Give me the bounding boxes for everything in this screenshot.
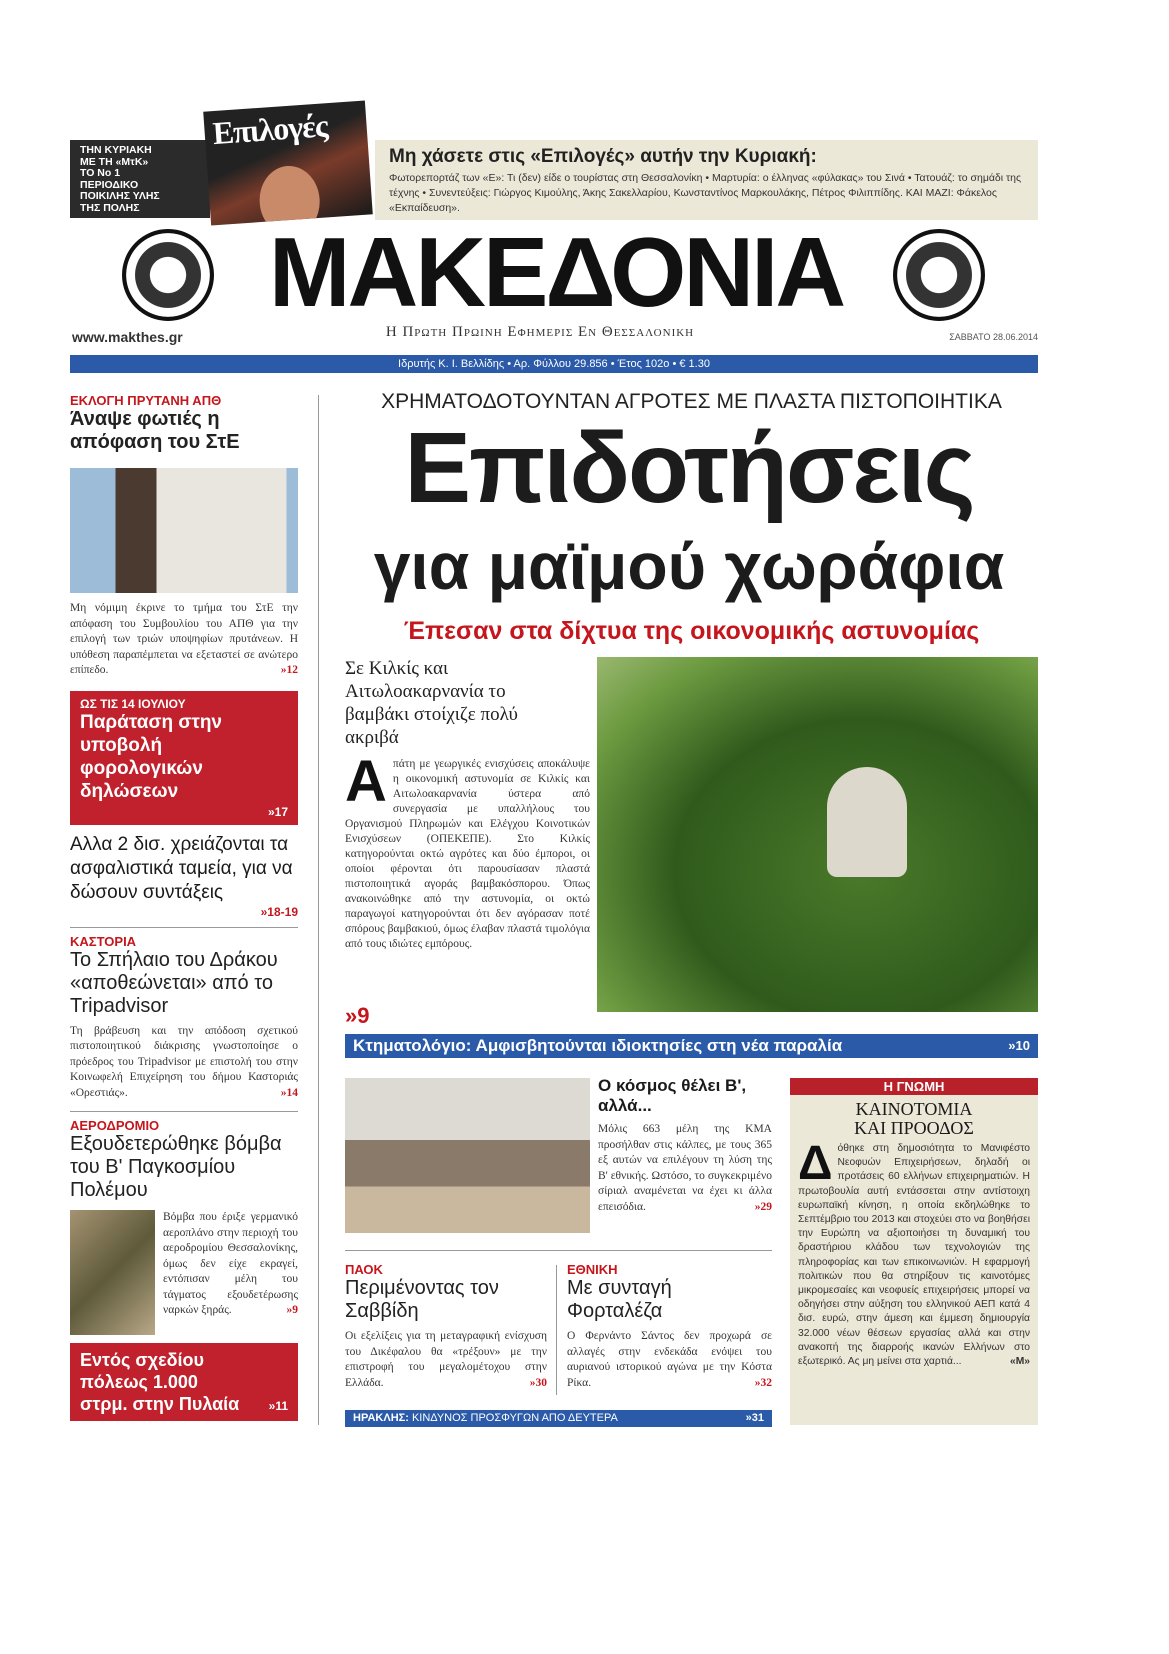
- opinion-header: Η ΓΝΩΜΗ: [790, 1078, 1038, 1095]
- main-body: Απάτη με γεωργικές ενισχύσεις αποκάλυψε η οικονομική αστυνομία σε Κιλκίς και Αιτωλοακαρνανία ύστερα από συνεργασία με υπαλλήλους του Οργανισμού Πληρωμών και Ελέγχου Κοινοτικών Ενισχύσεων (ΟΠΕΚΕΠΕ). Στο Κιλκίς κατηγορούνται οκτώ αγρότες και δύο έμποροι, οι οποίοι φέρονται ότι παρουσίασαν πλαστά πιστοποιητικά αγοράς βαμβακόσπορου. Όπως ανακοινώθηκε από την αστυνομία, οι οκτώ παραγωγοί κατηγορούνται ότι δεν αγόρασαν ποτέ σπόρους βαμβακιού, όμως έλαβαν πλαστά τιμολόγια από τους ιδιώτες εμπόρους.: [345, 749, 590, 950]
- cotton-field-photo: [597, 657, 1038, 1012]
- story-body: Ο Φερνάντο Σάντος δεν προχωρά σε αλλαγές στην ενδεκάδα ενόψει του αυριανού ιστορικού αγώνα με την Κόστα Ρίκα. »32: [567, 1329, 772, 1391]
- main-page-ref[interactable]: »9: [345, 1003, 370, 1028]
- headline: Εντός σχεδίου πόλεως 1.000 στρμ. στην Πυλαία: [80, 1350, 240, 1414]
- page-ref[interactable]: »12: [280, 664, 298, 676]
- story-body: Μη νόμιμη έκρινε το τμήμα του ΣτΕ την απόφαση του Συμβουλίου του ΑΠΘ για την επιλογή των τριών υποψηφίων πρυτάνεων. Η υπόθεση παραπέμπεται να εξεταστεί σε ανώτερο επίπεδο. »12: [70, 601, 298, 679]
- column-divider: [318, 395, 319, 1425]
- story-pylaia[interactable]: [70, 1343, 298, 1421]
- info-bar: Ιδρυτής Κ. Ι. Βελλίδης • Αρ. Φύλλου 29.856 • Έτος 102ο • € 1.30: [70, 355, 1038, 373]
- divider: [70, 927, 298, 928]
- story-body: Οι εξελίξεις για τη μεταγραφική ενίσχυση του Δικέφαλου θα «τρέξουν» με την επιστροφή του μεγαλομέτοχου στην Ελλάδα. »30: [345, 1329, 547, 1391]
- main-kicker: ΧΡΗΜΑΤΟΔΟΤΟΥΝΤΑΝ ΑΓΡΟΤΕΣ ΜΕ ΠΛΑΣΤΑ ΠΙΣΤΟΠΟΙΗΤΙΚΑ: [381, 390, 1002, 413]
- story-tax-extension[interactable]: [70, 691, 298, 825]
- story-paok[interactable]: [345, 1262, 547, 1391]
- page-ref[interactable]: »14: [280, 1086, 298, 1099]
- story-body: Τη βράβευση και την απόδοση σχετικού πιστοποιητικού διάκρισης γνωστοποίησε ο πρόεδρος του Tripadvisor με επιστολή του στην Κοινωφελή Επιχείρηση του δήμου Καστοριάς «Ορεστιάς». »14: [70, 1024, 298, 1102]
- cover-face: [257, 164, 322, 226]
- kicker: ΚΑΣΤΟΡΙΑ: [70, 933, 137, 949]
- promo-sunday-box: [70, 140, 210, 218]
- drop-cap: Δ: [798, 1137, 833, 1190]
- issue-date: ΣΑΒΒΑΤΟ 28.06.2014: [949, 332, 1038, 342]
- promo-box[interactable]: [375, 140, 1038, 220]
- alexander-logo-right: [893, 229, 985, 321]
- kicker: ΕΘΝΙΚΗ: [567, 1262, 618, 1277]
- opinion-title: ΚΑΙΝΟΤΟΜΙΑ ΚΑΙ ΠΡΟΟΔΟΣ: [854, 1099, 974, 1138]
- headline: Παράταση στην υποβολή φορολογικών δηλώσεων: [80, 711, 222, 802]
- website-link[interactable]: www.makthes.gr: [72, 329, 183, 345]
- newspaper-title[interactable]: ΜΑΚΕΔΟΝΙΑ: [268, 222, 844, 322]
- bar-text: ΚΙΝΔΥΝΟΣ ΠΡΟΣΦΥΓΩΝ ΑΠΟ ΔΕΥΤΕΡΑ: [411, 1412, 618, 1424]
- page-ref[interactable]: »17: [267, 804, 288, 819]
- voting-photo: [345, 1078, 590, 1233]
- magazine-logo: Επιλογές: [211, 107, 329, 152]
- page-ref[interactable]: »32: [754, 1376, 772, 1389]
- page-ref[interactable]: »10: [1008, 1038, 1030, 1053]
- divider: [345, 1250, 772, 1251]
- headline[interactable]: Άναψε φωτιές η απόφαση του ΣτΕ: [70, 408, 240, 453]
- story-body: Μόλις 663 μέλη της ΚΜΑ προσήλθαν στις κάλπες, με τους 365 εξ αυτών να επιλέγουν τη λύση της Β' εθνικής. Ωστόσο, το συγκεκριμένο σίριαλ αναμένεται να έχει κι άλλα επεισόδια. »29: [598, 1122, 772, 1215]
- story-pension-funds[interactable]: [70, 833, 298, 919]
- cadastre-bar[interactable]: [345, 1034, 1038, 1058]
- signature: «Μ»: [1009, 1356, 1030, 1368]
- main-deck: Σε Κιλκίς και Αιτωλοακαρνανία το βαμβάκι στοίχιζε πολύ ακριβά: [345, 658, 518, 748]
- headline: Εξουδετερώθηκε βόμβα του Β' Παγκοσμίου Πολέμου: [70, 1133, 282, 1201]
- promo-line: ΤΗΣ ΠΟΛΗΣ: [80, 201, 140, 214]
- page-ref[interactable]: »31: [745, 1412, 764, 1424]
- story-national-team[interactable]: [567, 1262, 772, 1391]
- page-ref[interactable]: »30: [529, 1376, 547, 1389]
- opinion-body: Δόθηκε στη δημοσιότητα το Μανιφέστο Νεοφυών Επιχειρήσεων, δηλαδή οι προτάσεις 60 ελλήνων επιχειρηματιών. Η πρωτοβουλία αυτή εντάσσεται στην αντίστοιχη ευρωπαϊκή κίνηση, η οποία εκδηλώθηκε το Σεπτέμβριο του 2013 και στοχεύει στο να βοηθήσει την Ευρώπη να αξιοποιήσει τη δυναμική του δραστήριου κλάδου των τεχνολογιών της πληροφορίας και των επικοινωνιών. Η εφαρμογή πολιτικών που θα στηρίξουν τις καινοτόμες μικρομεσαίες και νεοφυείς επιχειρήσεις μπορεί να οδηγήσει στην αύξηση του ελληνικού ΑΕΠ κατά 4 δισ. ευρώ, στην άμεση και έμμεση δημιουργία 32.000 νέων θέσεων εργασίας αλλά και στην ανακοπή της διαρροής ικανών Ελλήνων στο εξωτερικό. Ας μη μείνει στα χαρτιά... «Μ»: [790, 1142, 1038, 1369]
- opinion-box[interactable]: [790, 1078, 1038, 1425]
- tagline: Η Πρωτη Πρωινη Εφημερις Εν Θεσσαλονικη: [385, 324, 695, 340]
- promo-title: Μη χάσετε στις «Επιλογές» αυτήν την Κυριακή:: [389, 146, 817, 167]
- iraklis-bar[interactable]: [345, 1410, 772, 1427]
- headline: Με συνταγή Φορταλέζα: [567, 1277, 672, 1322]
- story-rector-election[interactable]: [70, 393, 298, 679]
- left-column: [70, 393, 298, 1421]
- story-airport-bomb[interactable]: [70, 1118, 298, 1335]
- main-headline-line1[interactable]: Επιδοτήσεις: [404, 412, 974, 524]
- column-divider: [556, 1265, 557, 1395]
- headline: Ο κόσμος θέλει Β', αλλά...: [598, 1076, 747, 1115]
- promo-line: ΠΟΙΚΙΛΗΣ ΥΛΗΣ: [80, 190, 160, 202]
- promo-line: ΤΗΝ ΚΥΡΙΑΚΗ: [80, 144, 152, 156]
- bar-text: Κτηματολόγιο: Αμφισβητούνται ιδιοκτησίες στη νέα παραλία: [353, 1036, 843, 1055]
- story-body: Βόμβα που έριξε γερμανικό αεροπλάνο στην περιοχή του αεροδρομίου Θεσσαλονίκης, όμως δεν είχε εκραγεί, εντόπισαν μέλη του τάγματος εξουδετέρωσης ναρκών ξηράς. »9: [70, 1210, 298, 1319]
- promo-text: Φωτορεπορτάζ των «Ε»: Τι (δεν) είδε ο τουρίστας στη Θεσσαλονίκη • Μαρτυρία: ο έλληνας «φύλακας» του Σινά • Τατουάζ: το σημάδι της τέχνης • Συνεντεύξεις: Γιώργος Κιμούλης, Άκης Σακελλαρίου, Κωνσταντίνος Μαρκουλάκης, Πέτρος Φιλιππίδης. ΚΑΙ ΜΑΖΙ: Φάκελος «Εκπαίδευση».: [389, 172, 1022, 214]
- story-world[interactable]: [598, 1076, 772, 1215]
- kicker: ΩΣ ΤΙΣ 14 ΙΟΥΛΙΟΥ: [80, 696, 186, 711]
- page-ref[interactable]: »9: [286, 1304, 298, 1316]
- page-ref[interactable]: »11: [268, 1399, 288, 1413]
- drop-cap: Α: [345, 749, 387, 814]
- page-ref[interactable]: »29: [754, 1200, 772, 1213]
- kicker: ΕΚΛΟΓΗ ΠΡΥΤΑΝΗ ΑΠΘ: [70, 393, 222, 408]
- magazine-cover[interactable]: [203, 100, 373, 225]
- alexander-logo-left: [122, 229, 214, 321]
- kicker: ΠΑΟΚ: [345, 1262, 383, 1277]
- promo-line: ΠΕΡΙΟΔΙΚΟ: [80, 178, 139, 191]
- divider: [70, 1111, 298, 1112]
- bar-label: ΗΡΑΚΛΗΣ:: [353, 1412, 409, 1424]
- promo-line: ΜΕ ΤΗ «ΜτΚ»: [80, 155, 149, 168]
- soldier-photo: [70, 1210, 155, 1335]
- headline: Το Σπήλαιο του Δράκου «αποθεώνεται» από το Tripadvisor: [70, 948, 278, 1017]
- story-kastoria[interactable]: [70, 934, 298, 1102]
- university-photo: [70, 468, 298, 593]
- headline: Περιμένοντας τον Σαββίδη: [345, 1277, 499, 1322]
- headline: Αλλα 2 δισ. χρειάζονται τα ασφαλιστικά ταμεία, για να δώσουν συντάξεις: [70, 833, 293, 903]
- main-subhead: Έπεσαν στα δίχτυα της οικονομικής αστυνομίας: [403, 617, 980, 645]
- main-headline-line2[interactable]: για μαϊμού χωράφια: [373, 529, 1005, 603]
- page-ref[interactable]: »18-19: [260, 904, 298, 919]
- kicker: ΑΕΡΟΔΡΟΜΙΟ: [70, 1118, 160, 1133]
- promo-line: ΤΟ Νο 1: [80, 167, 121, 179]
- farmer-figure: [827, 767, 907, 877]
